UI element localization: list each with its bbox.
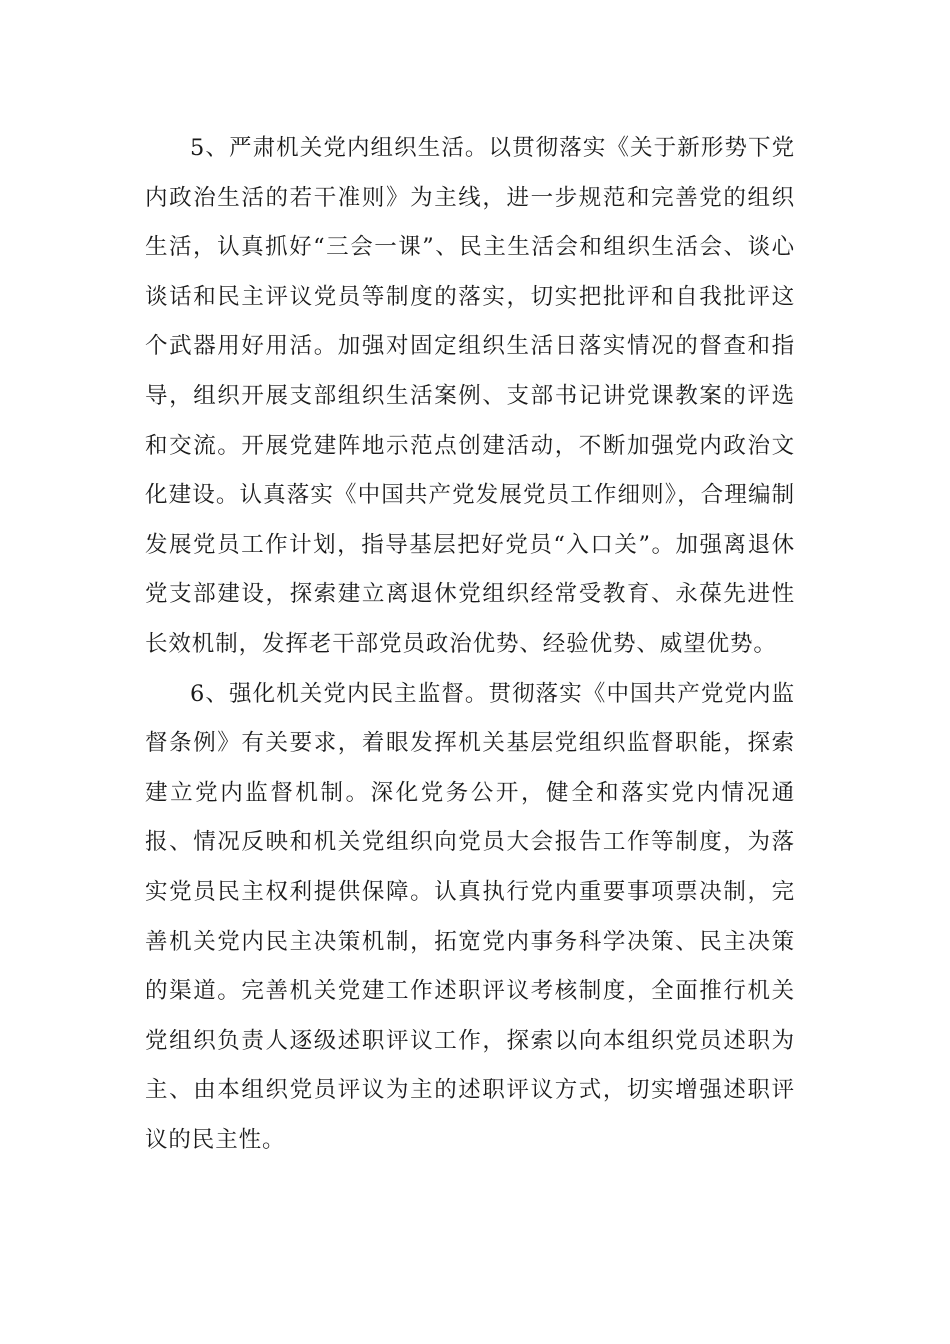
paragraph-party-democratic-supervision: 6、强化机关党内民主监督。贯彻落实《中国共产党党内监督条例》有关要求，着眼发挥机关基层党组织监督职能，探索建立党内监督机制。深化党务公开，健全和落实党内情况通报、情况反映和机关党组织向党员大会报告工作等制度，为落实党员民主权利提供保障。认真执行党内重要事项票决制，完善机关党内民主决策机制，拓宽党内事务科学决策、民主决策的渠道。完善机关党建工作述职评议考核制度，全面推行机关党组织负责人逐级述职评议工作，探索以向本组织党员述职为主、由本组织党员评议为主的述职评议方式，切实增强述职评议的民主性。 xyxy=(145,680,795,1153)
paragraph-party-organizational-life: 5、严肃机关党内组织生活。以贯彻落实《关于新形势下党内政治生活的若干准则》为主线，进一步规范和完善党的组织生活，认真抓好“三会一课”、民主生活会和组织生活会、谈心谈话和民主评议党员等制度的落实，切实把批评和自我批评这个武器用好用活。加强对固定组织生活日落实情况的督查和指导，组织开展支部组织生活案例、支部书记讲党课教案的评选和交流。开展党建阵地示范点创建活动，不断加强党内政治文化建设。认真落实《中国共产党发展党员工作细则》，合理编制发展党员工作计划，指导基层把好党员“入口关”。加强离退休党支部建设，探索建立离退休党组织经常受教育、永葆先进性长效机制，发挥老干部党员政治优势、经验优势、威望优势。 xyxy=(145,135,795,657)
document-page xyxy=(145,124,795,1165)
